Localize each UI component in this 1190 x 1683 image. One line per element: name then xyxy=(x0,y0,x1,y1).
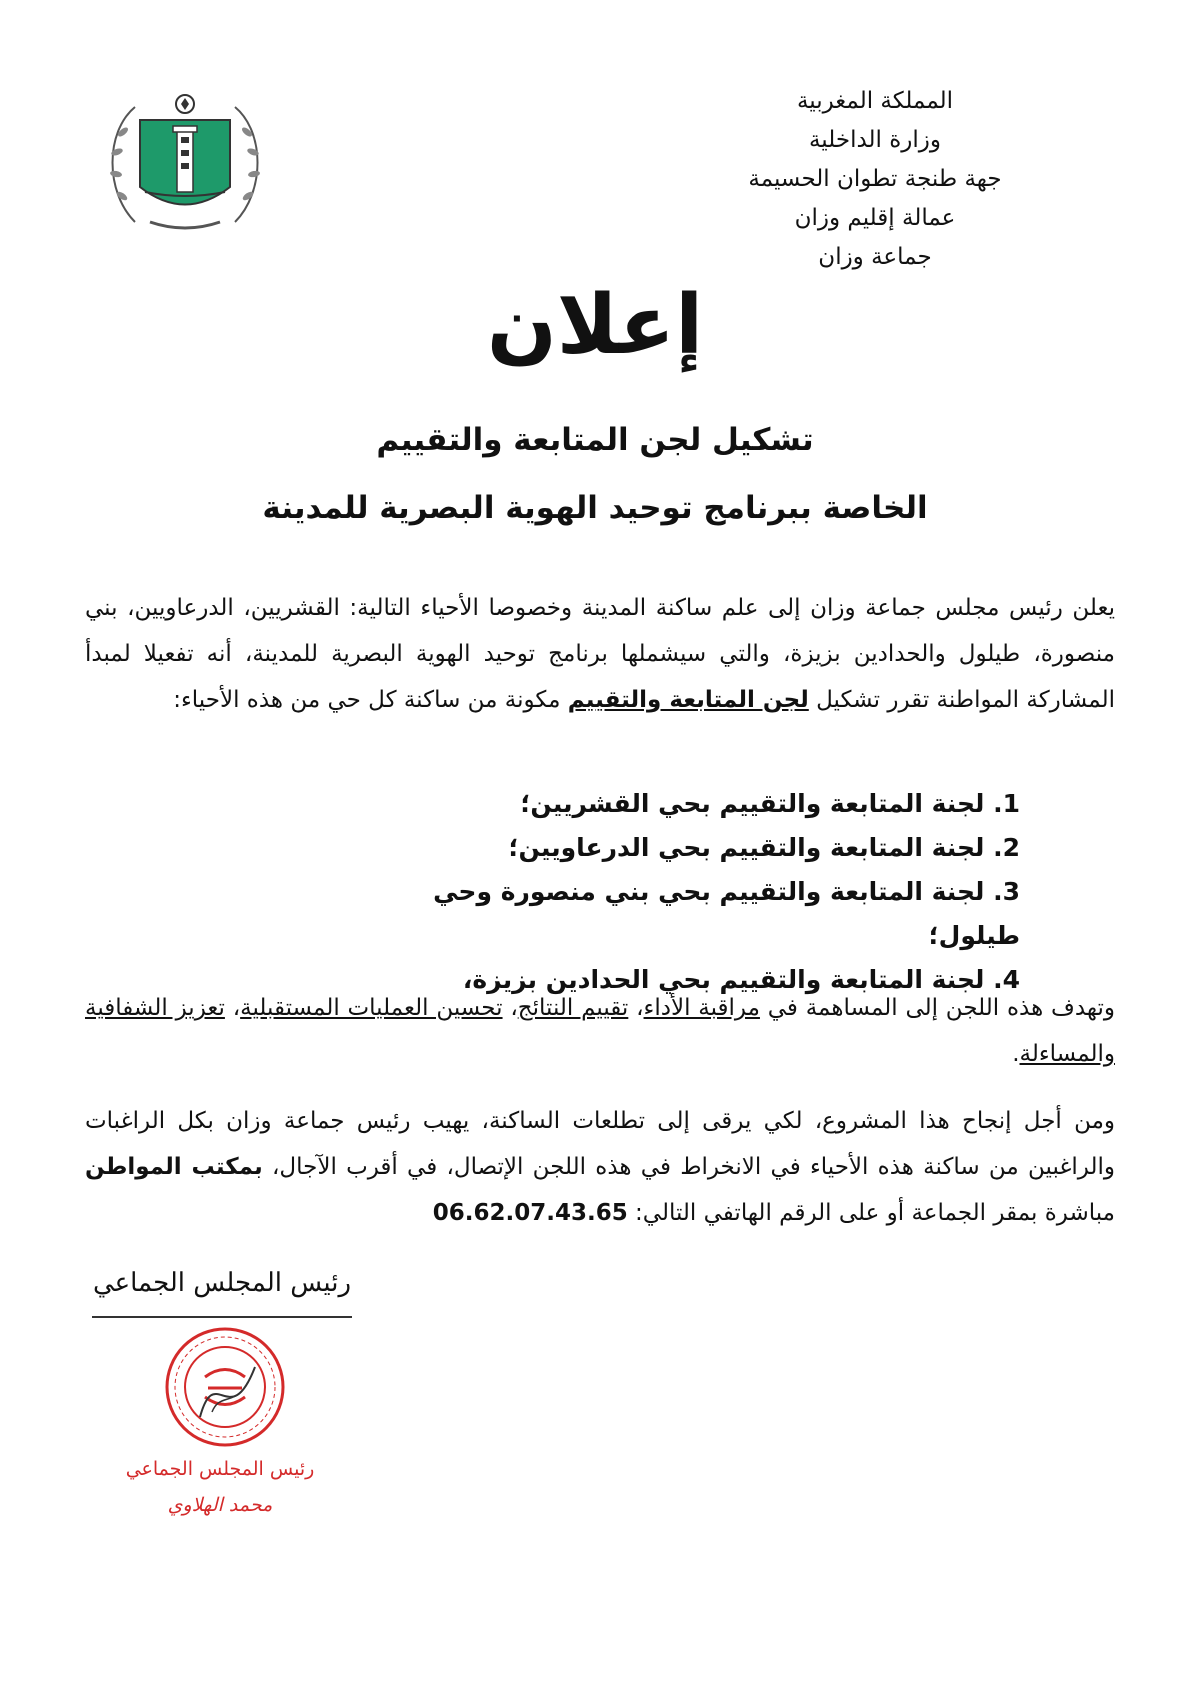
goal-improvement: تحسين العمليات المستقبلية xyxy=(240,995,503,1021)
page-title: إعلان xyxy=(486,278,704,373)
goals-paragraph xyxy=(85,985,1115,1077)
header-line-kingdom: المملكة المغربية xyxy=(796,88,954,114)
official-stamp xyxy=(160,1322,290,1452)
intro-text-before: يعلن رئيس مجلس جماعة وزان إلى علم ساكنة المدينة وخصوصا الأحياء التالية: القشريين، الدرعاويين، بني منصورة، طيلول والحدادين بزيزة، والتي سيشملها برنامج توحيد الهوية البصرية للمدينة، أنه تفعيلا لمبدأ المشاركة المواطنة تقرر تشكيل xyxy=(85,595,1115,713)
subtitle-line-1: تشكيل لجن المتابعة والتقييم xyxy=(376,422,814,458)
signature-divider xyxy=(92,1316,352,1318)
goals-lead: وتهدف هذه اللجن إلى المساهمة في xyxy=(759,995,1116,1021)
closing-text-1: ومن أجل إنجاح هذا المشروع، لكي يرقى إلى تطلعات الساكنة، يهيب رئيس جماعة وزان بكل الراغبات والراغبين من ساكنة هذه الأحياء في الانخراط في هذه اللجن الإتصال، في أقرب الآجال، xyxy=(85,1108,1115,1180)
intro-paragraph xyxy=(85,585,1115,723)
stamp-title: رئيس المجلس الجماعي xyxy=(125,1458,315,1480)
goal-monitoring: مراقبة الأداء xyxy=(643,995,760,1021)
subtitle-line-2: الخاصة ببرنامج توحيد الهوية البصرية للمدينة xyxy=(262,490,928,526)
goal-evaluation: تقييم النتائج xyxy=(517,995,629,1021)
list-item: 4. لجنة المتابعة والتقييم بحي الحدادين بزيزة، xyxy=(462,965,1020,994)
goals-separator: ، xyxy=(224,995,241,1021)
closing-text-2: مباشرة بمقر الجماعة أو على الرقم الهاتفي التالي: xyxy=(627,1200,1115,1226)
intro-highlight: لجن المتابعة والتقييم xyxy=(567,687,809,713)
list-item: 2. لجنة المتابعة والتقييم بحي الدرعاويين؛ xyxy=(508,833,1020,862)
committees-list xyxy=(400,782,1020,1002)
phone-number: 06.62.07.43.65 xyxy=(432,1200,628,1226)
list-item: 3. لجنة المتابعة والتقييم بحي بني منصورة وحي طيلول؛ xyxy=(433,877,1020,950)
header-line-province: عمالة إقليم وزان xyxy=(794,205,956,231)
header-line-commune: جماعة وزان xyxy=(818,244,932,270)
signature-title: رئيس المجلس الجماعي xyxy=(92,1268,352,1298)
citizen-office: بمكتب المواطن xyxy=(85,1154,263,1180)
header-line-ministry: وزارة الداخلية xyxy=(808,127,942,153)
goals-separator: ، xyxy=(628,995,644,1021)
header-block xyxy=(710,82,1040,277)
goals-end: . xyxy=(1012,1041,1020,1067)
closing-paragraph xyxy=(85,1098,1115,1236)
municipal-emblem-logo xyxy=(95,82,275,240)
list-item: 1. لجنة المتابعة والتقييم بحي القشريين؛ xyxy=(520,789,1020,818)
stamp-name: محمد الهلاوي xyxy=(167,1494,273,1516)
goals-separator: ، xyxy=(502,995,518,1021)
goal-transparency: تعزيز الشفافية والمساءلة xyxy=(85,995,1115,1067)
intro-text-after: مكونة من ساكنة كل حي من هذه الأحياء: xyxy=(173,687,568,713)
header-line-region: جهة طنجة تطوان الحسيمة xyxy=(748,166,1002,192)
